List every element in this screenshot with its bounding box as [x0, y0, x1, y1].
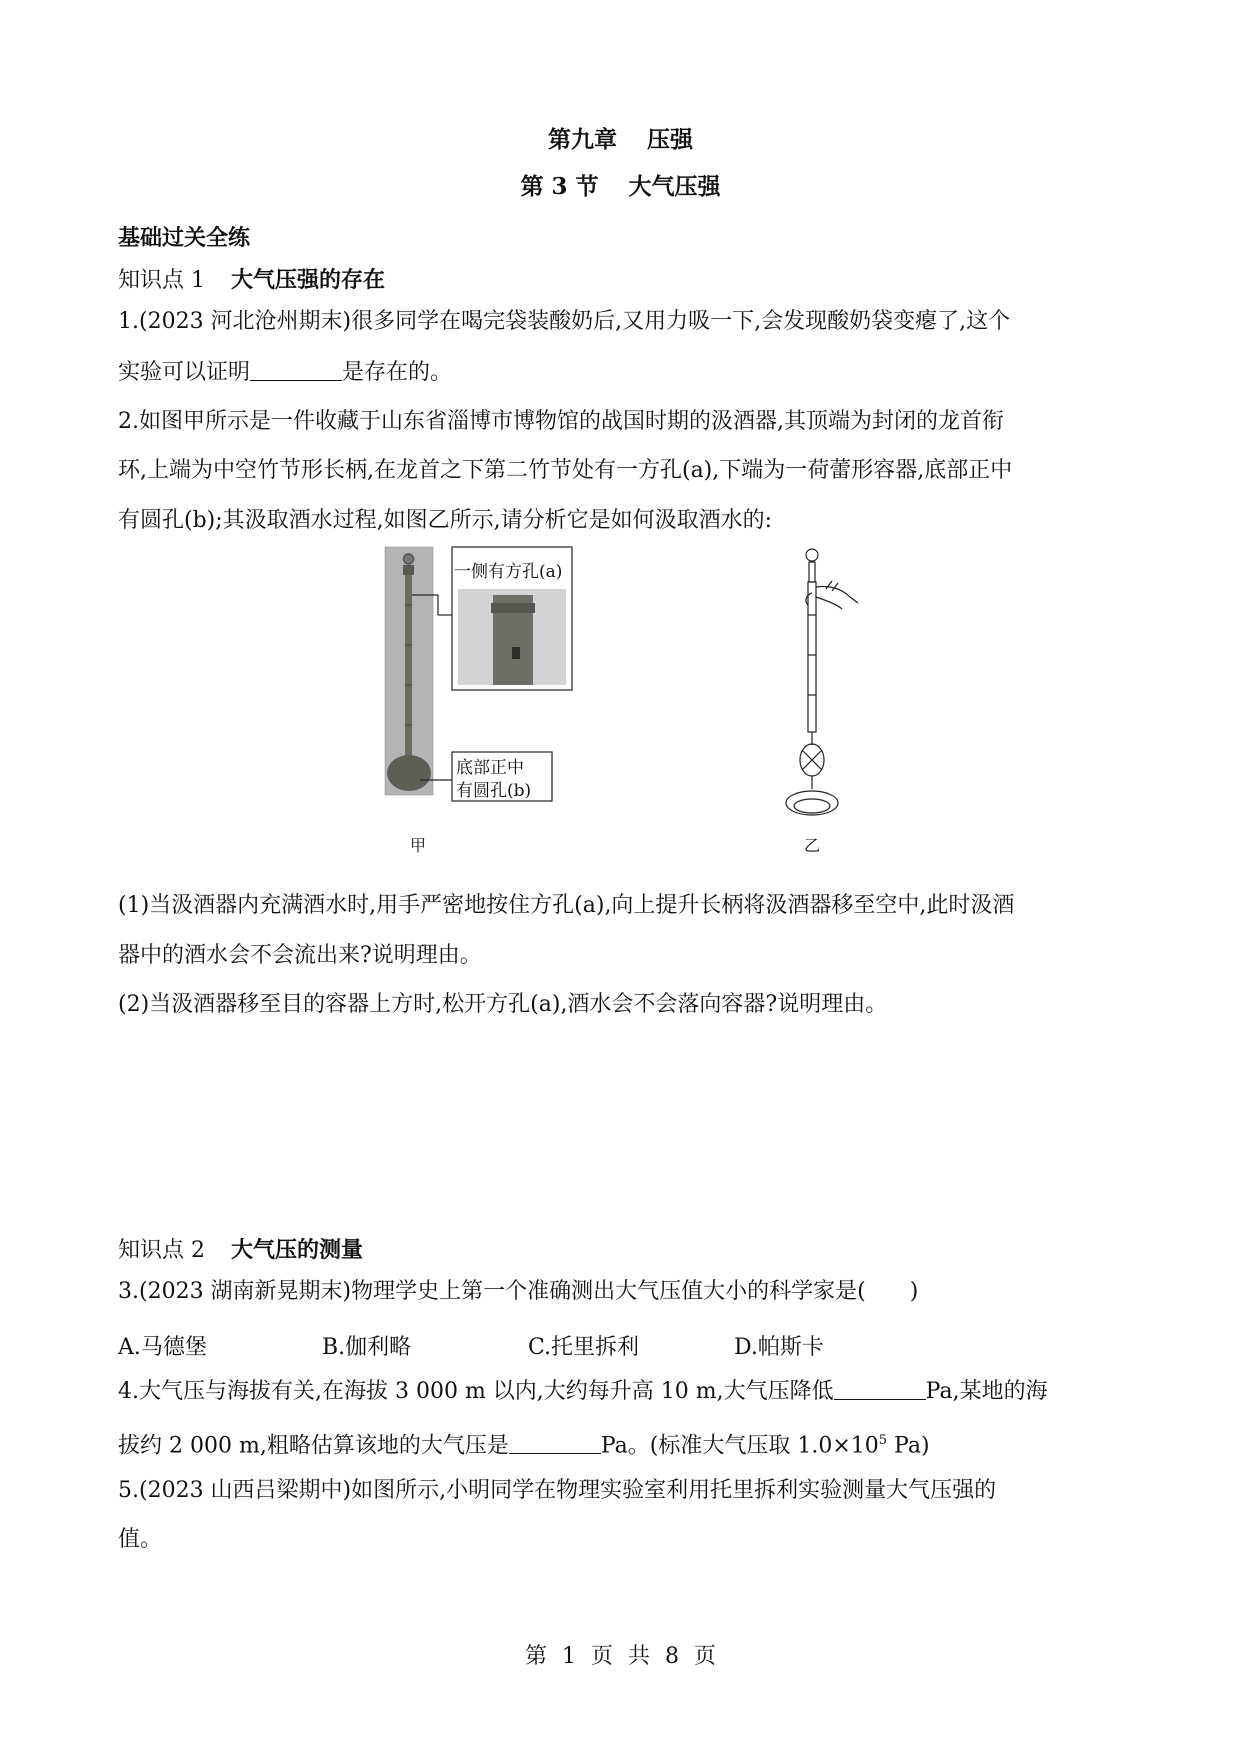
option-d[interactable]: D.帕斯卡: [734, 1335, 824, 1360]
chapter-title: [0, 121, 1241, 154]
answer-blank[interactable]: [834, 1379, 926, 1400]
option-a[interactable]: A.马德堡: [118, 1335, 207, 1360]
wine-ladle-figure: [380, 545, 900, 855]
knowledge-point-label: 知识点 1: [118, 268, 205, 293]
question-2-line-3: 有圆孔(b);其汲取酒水过程,如图乙所示,请分析它是如何汲取酒水的:: [118, 508, 773, 533]
ladle-handle-photo: [405, 567, 412, 762]
knowledge-point-title: 大气压强的存在: [231, 267, 386, 293]
caption-yi: 乙: [803, 836, 821, 855]
hole-b-label-line-1: 底部正中: [456, 758, 524, 778]
knowledge-point-1: [118, 263, 385, 294]
question-2-line-1: 2.如图甲所示是一件收藏于山东省淄博市博物馆的战国时期的汲酒器,其顶端为封闭的龙首衔: [118, 409, 1004, 434]
caption-jia: 甲: [409, 836, 427, 855]
dragon-head-ring: [404, 554, 414, 564]
option-b[interactable]: B.伽利略: [322, 1335, 412, 1360]
knowledge-point-label: 知识点 2: [118, 1238, 205, 1263]
q3-stem-close: ): [909, 1279, 919, 1304]
knowledge-point-2: [118, 1233, 363, 1264]
question-4-line-1: [118, 1379, 1123, 1404]
q3-stem-text: 3.(2023 湖南新晃期末)物理学史上第一个准确测出大气压值大小的科学家是(: [118, 1279, 866, 1304]
question-2-sub-1-line-2: 器中的酒水会不会流出来?说明理由。: [118, 943, 482, 968]
question-3-stem: [118, 1280, 1123, 1304]
q4-text-post-2: Pa。(标准大气压取 1.0×10: [600, 1433, 879, 1459]
ladle-usage-drawing: [786, 549, 858, 815]
knowledge-point-title: 大气压的测量: [231, 1237, 364, 1263]
answer-blank[interactable]: [250, 360, 342, 381]
bud-shaped-container-photo: [387, 755, 431, 791]
chapter-topic: 压强: [647, 126, 693, 153]
answer-blank[interactable]: [509, 1433, 601, 1454]
chapter-number: 第九章: [548, 126, 617, 153]
question-5-line-2: 值。: [118, 1527, 163, 1552]
question-2-sub-2: (2)当汲酒器移至目的容器上方时,松开方孔(a),酒水会不会落向容器?说明理由。: [118, 992, 888, 1017]
square-hole-a: [512, 647, 520, 659]
q4-text-pre: 4.大气压与海拔有关,在海拔 3 000 m 以内,大约每升高 10 m,大气压降低: [118, 1379, 834, 1404]
q4-text-pre-2: 拔约 2 000 m,粗略估算该地的大气压是: [118, 1433, 509, 1459]
question-1-line-1: 1.(2023 河北沧州期末)很多同学在喝完袋装酸奶后,又用力吸一下,会发现酸奶袋变瘪了,这个: [118, 309, 1011, 334]
q4-text-end: Pa): [887, 1433, 930, 1459]
hole-b-label-line-2: 有圆孔(b): [456, 781, 532, 801]
practice-title: 基础过关全练: [118, 225, 251, 251]
exponent: 5: [878, 1433, 888, 1448]
section-number: 第 3 节: [520, 173, 599, 200]
option-c[interactable]: C.托里拆利: [528, 1335, 640, 1360]
section-topic: 大气压强: [628, 173, 721, 200]
question-4-line-2: [118, 1429, 1123, 1458]
question-1-line-2: [118, 360, 1123, 385]
q4-text-post: Pa,某地的海: [925, 1379, 1048, 1404]
hole-a-label: 一侧有方孔(a): [454, 562, 563, 582]
question-2-sub-1-line-1: (1)当汲酒器内充满酒水时,用手严密地按住方孔(a),向上提升长柄将汲酒器移至空中,此时汲酒: [118, 893, 1015, 918]
q1-text-post: 是存在的。: [342, 360, 453, 385]
section-title: [0, 168, 1241, 201]
q1-text-pre: 实验可以证明: [118, 360, 251, 385]
page-footer: 第 1 页 共 8 页: [525, 1644, 716, 1669]
question-5-line-1: 5.(2023 山西吕梁期中)如图所示,小明同学在物理实验室利用托里拆利实验测量大气压强的: [118, 1478, 997, 1503]
question-2-line-2: 环,上端为中空竹节形长柄,在龙首之下第二竹节处有一方孔(a),下端为一荷蕾形容器,底部正中: [118, 458, 1013, 483]
